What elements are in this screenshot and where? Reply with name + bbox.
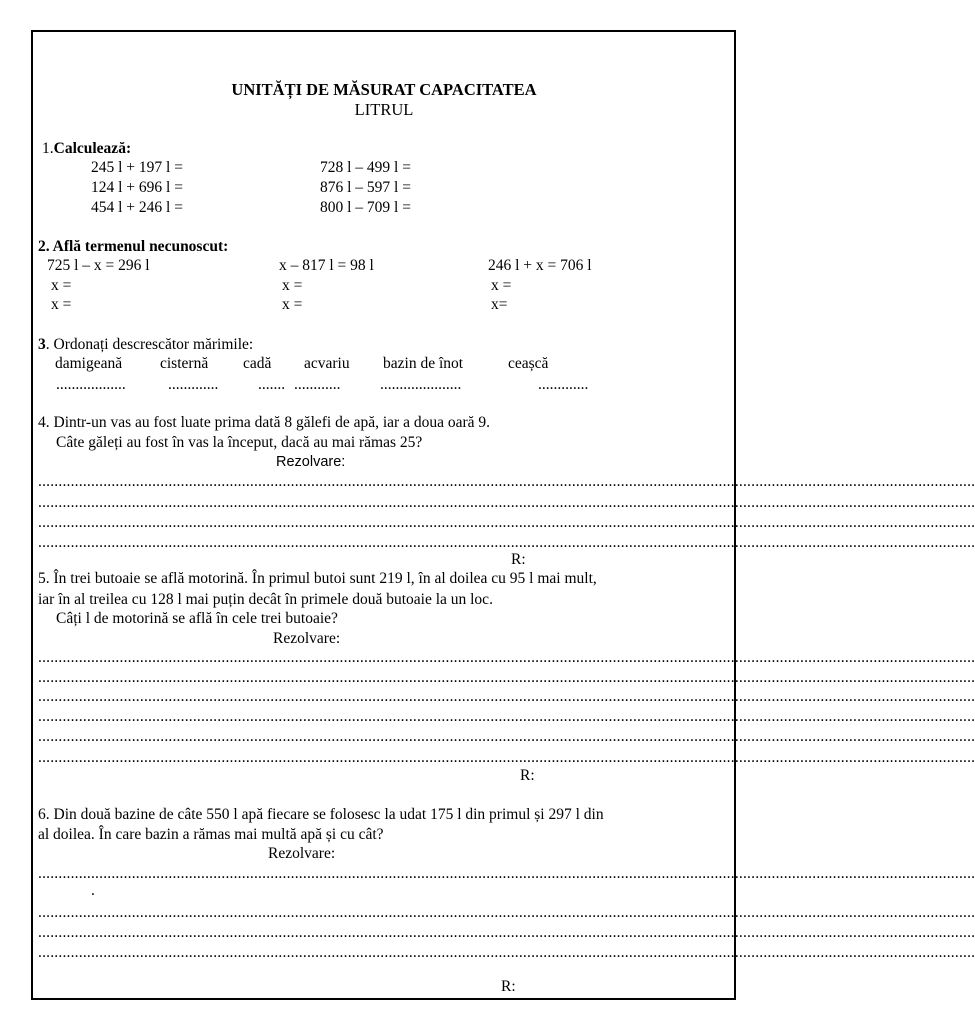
ex2-col1-x2: x = (51, 296, 72, 313)
ex2-col1-eq: 725 l – x = 296 l (47, 257, 150, 274)
ex6-line-1: 6. Din două bazine de câte 550 l apă fiecare se folosesc la udat 175 l din primul și 297 l din (38, 806, 604, 823)
ex4-rezolvare-label: Rezolvare: (276, 454, 346, 470)
exercise-1-label: Calculează: (53, 140, 132, 157)
ex6-answer-label: R: (501, 978, 516, 995)
ex1-left-2: 124 l + 696 l = (91, 179, 183, 196)
ex5-line-2: iar în al treilea cu 128 l mai puțin decât în primele două butoaie la un loc. (38, 591, 493, 608)
ex1-right-3: 800 l – 709 l = (320, 199, 411, 216)
ex3-item-cisterna: cisternă (160, 355, 209, 372)
ex3-item-bazin: bazin de înot (383, 355, 464, 372)
ex5-rezolvare-label: Rezolvare: (273, 630, 341, 647)
ex6-answer-line[interactable]: ...................................................................................................................................................................................................................................... (38, 904, 975, 921)
ex3-item-ceasca: ceașcă (508, 355, 549, 372)
ex4-answer-label: R: (511, 551, 526, 568)
ex6-line-2: al doilea. În care bazin a rămas mai multă apă și cu cât? (38, 826, 384, 843)
ex2-col3-x1: x = (491, 277, 512, 294)
ex4-line-1: 4. Dintr-un vas au fost luate prima dată 8 gălefi de apă, iar a doua oară 9. (38, 414, 491, 431)
exercise-2-heading: 2. Află termenul necunoscut: (38, 238, 229, 255)
ex3-blank-2[interactable]: ............. (168, 376, 219, 393)
ex1-left-3: 454 l + 246 l = (91, 199, 183, 216)
ex5-answer-line[interactable]: ...................................................................................................................................................................................................................................... (38, 708, 975, 725)
ex6-answer-line[interactable]: ...................................................................................................................................................................................................................................... (38, 865, 975, 882)
ex5-answer-line[interactable]: ...................................................................................................................................................................................................................................... (38, 688, 975, 705)
ex3-item-damigeana: damigeană (55, 355, 123, 372)
ex4-answer-line[interactable]: ...................................................................................................................................................................................................................................... (38, 514, 975, 531)
ex2-col2-x2: x = (282, 296, 303, 313)
ex2-col3-eq: 246 l + x = 706 l (488, 257, 592, 274)
ex6-answer-line[interactable]: ...................................................................................................................................................................................................................................... (38, 924, 975, 941)
ex3-blank-4[interactable]: ............ (294, 376, 341, 393)
ex4-line-2: Câte găleți au fost în vas la început, dacă au mai rămas 25? (56, 434, 423, 451)
ex3-item-cada: cadă (243, 355, 272, 372)
ex6-rezolvare-label: Rezolvare: (268, 845, 336, 862)
exercise-3-heading (38, 337, 253, 353)
ex4-answer-line[interactable]: ...................................................................................................................................................................................................................................... (38, 494, 975, 511)
ex5-answer-line[interactable]: ...................................................................................................................................................................................................................................... (38, 669, 975, 686)
ex5-answer-line[interactable]: ...................................................................................................................................................................................................................................... (38, 728, 975, 745)
worksheet-subtitle: LITRUL (354, 100, 414, 119)
ex3-blank-5[interactable]: ..................... (380, 376, 462, 393)
ex6-answer-line[interactable]: ...................................................................................................................................................................................................................................... (38, 944, 975, 961)
ex2-col2-eq: x – 817 l = 98 l (279, 257, 374, 274)
ex3-blank-6[interactable]: ............. (538, 376, 589, 393)
exercise-1-number: 1. (42, 140, 54, 157)
ex1-right-1: 728 l – 499 l = (320, 159, 411, 176)
ex5-answer-label: R: (520, 767, 535, 784)
ex2-col1-x1: x = (51, 277, 72, 294)
ex1-right-2: 876 l – 597 l = (320, 179, 411, 196)
ex2-col3-x2: x= (491, 296, 508, 313)
ex3-item-acvariu: acvariu (304, 355, 350, 372)
ex4-answer-line[interactable]: ...................................................................................................................................................................................................................................... (38, 473, 975, 490)
exercise-3-number: 3 (38, 336, 46, 353)
ex1-left-1: 245 l + 197 l = (91, 159, 183, 176)
ex3-blank-1[interactable]: .................. (56, 376, 126, 393)
ex5-line-1: 5. În trei butoaie se află motorină. În primul butoi sunt 219 l, în al doilea cu 95 l mai mult, (38, 570, 597, 587)
ex3-blank-3[interactable]: ....... (258, 376, 286, 393)
ex5-answer-line[interactable]: ...................................................................................................................................................................................................................................... (38, 749, 975, 766)
ex2-col2-x1: x = (282, 277, 303, 294)
ex5-line-3: Câți l de motorină se află în cele trei butoaie? (56, 610, 338, 627)
ex4-answer-line[interactable]: ...................................................................................................................................................................................................................................... (38, 534, 975, 551)
worksheet-title: UNITĂȚI DE MĂSURAT CAPACITATEA (231, 80, 537, 99)
exercise-1-heading (42, 141, 131, 157)
ex5-answer-line[interactable]: ...................................................................................................................................................................................................................................... (38, 649, 975, 666)
exercise-3-text: . Ordonați descrescător mărimile: (45, 336, 254, 353)
ex6-stray-dot: . (91, 882, 95, 899)
